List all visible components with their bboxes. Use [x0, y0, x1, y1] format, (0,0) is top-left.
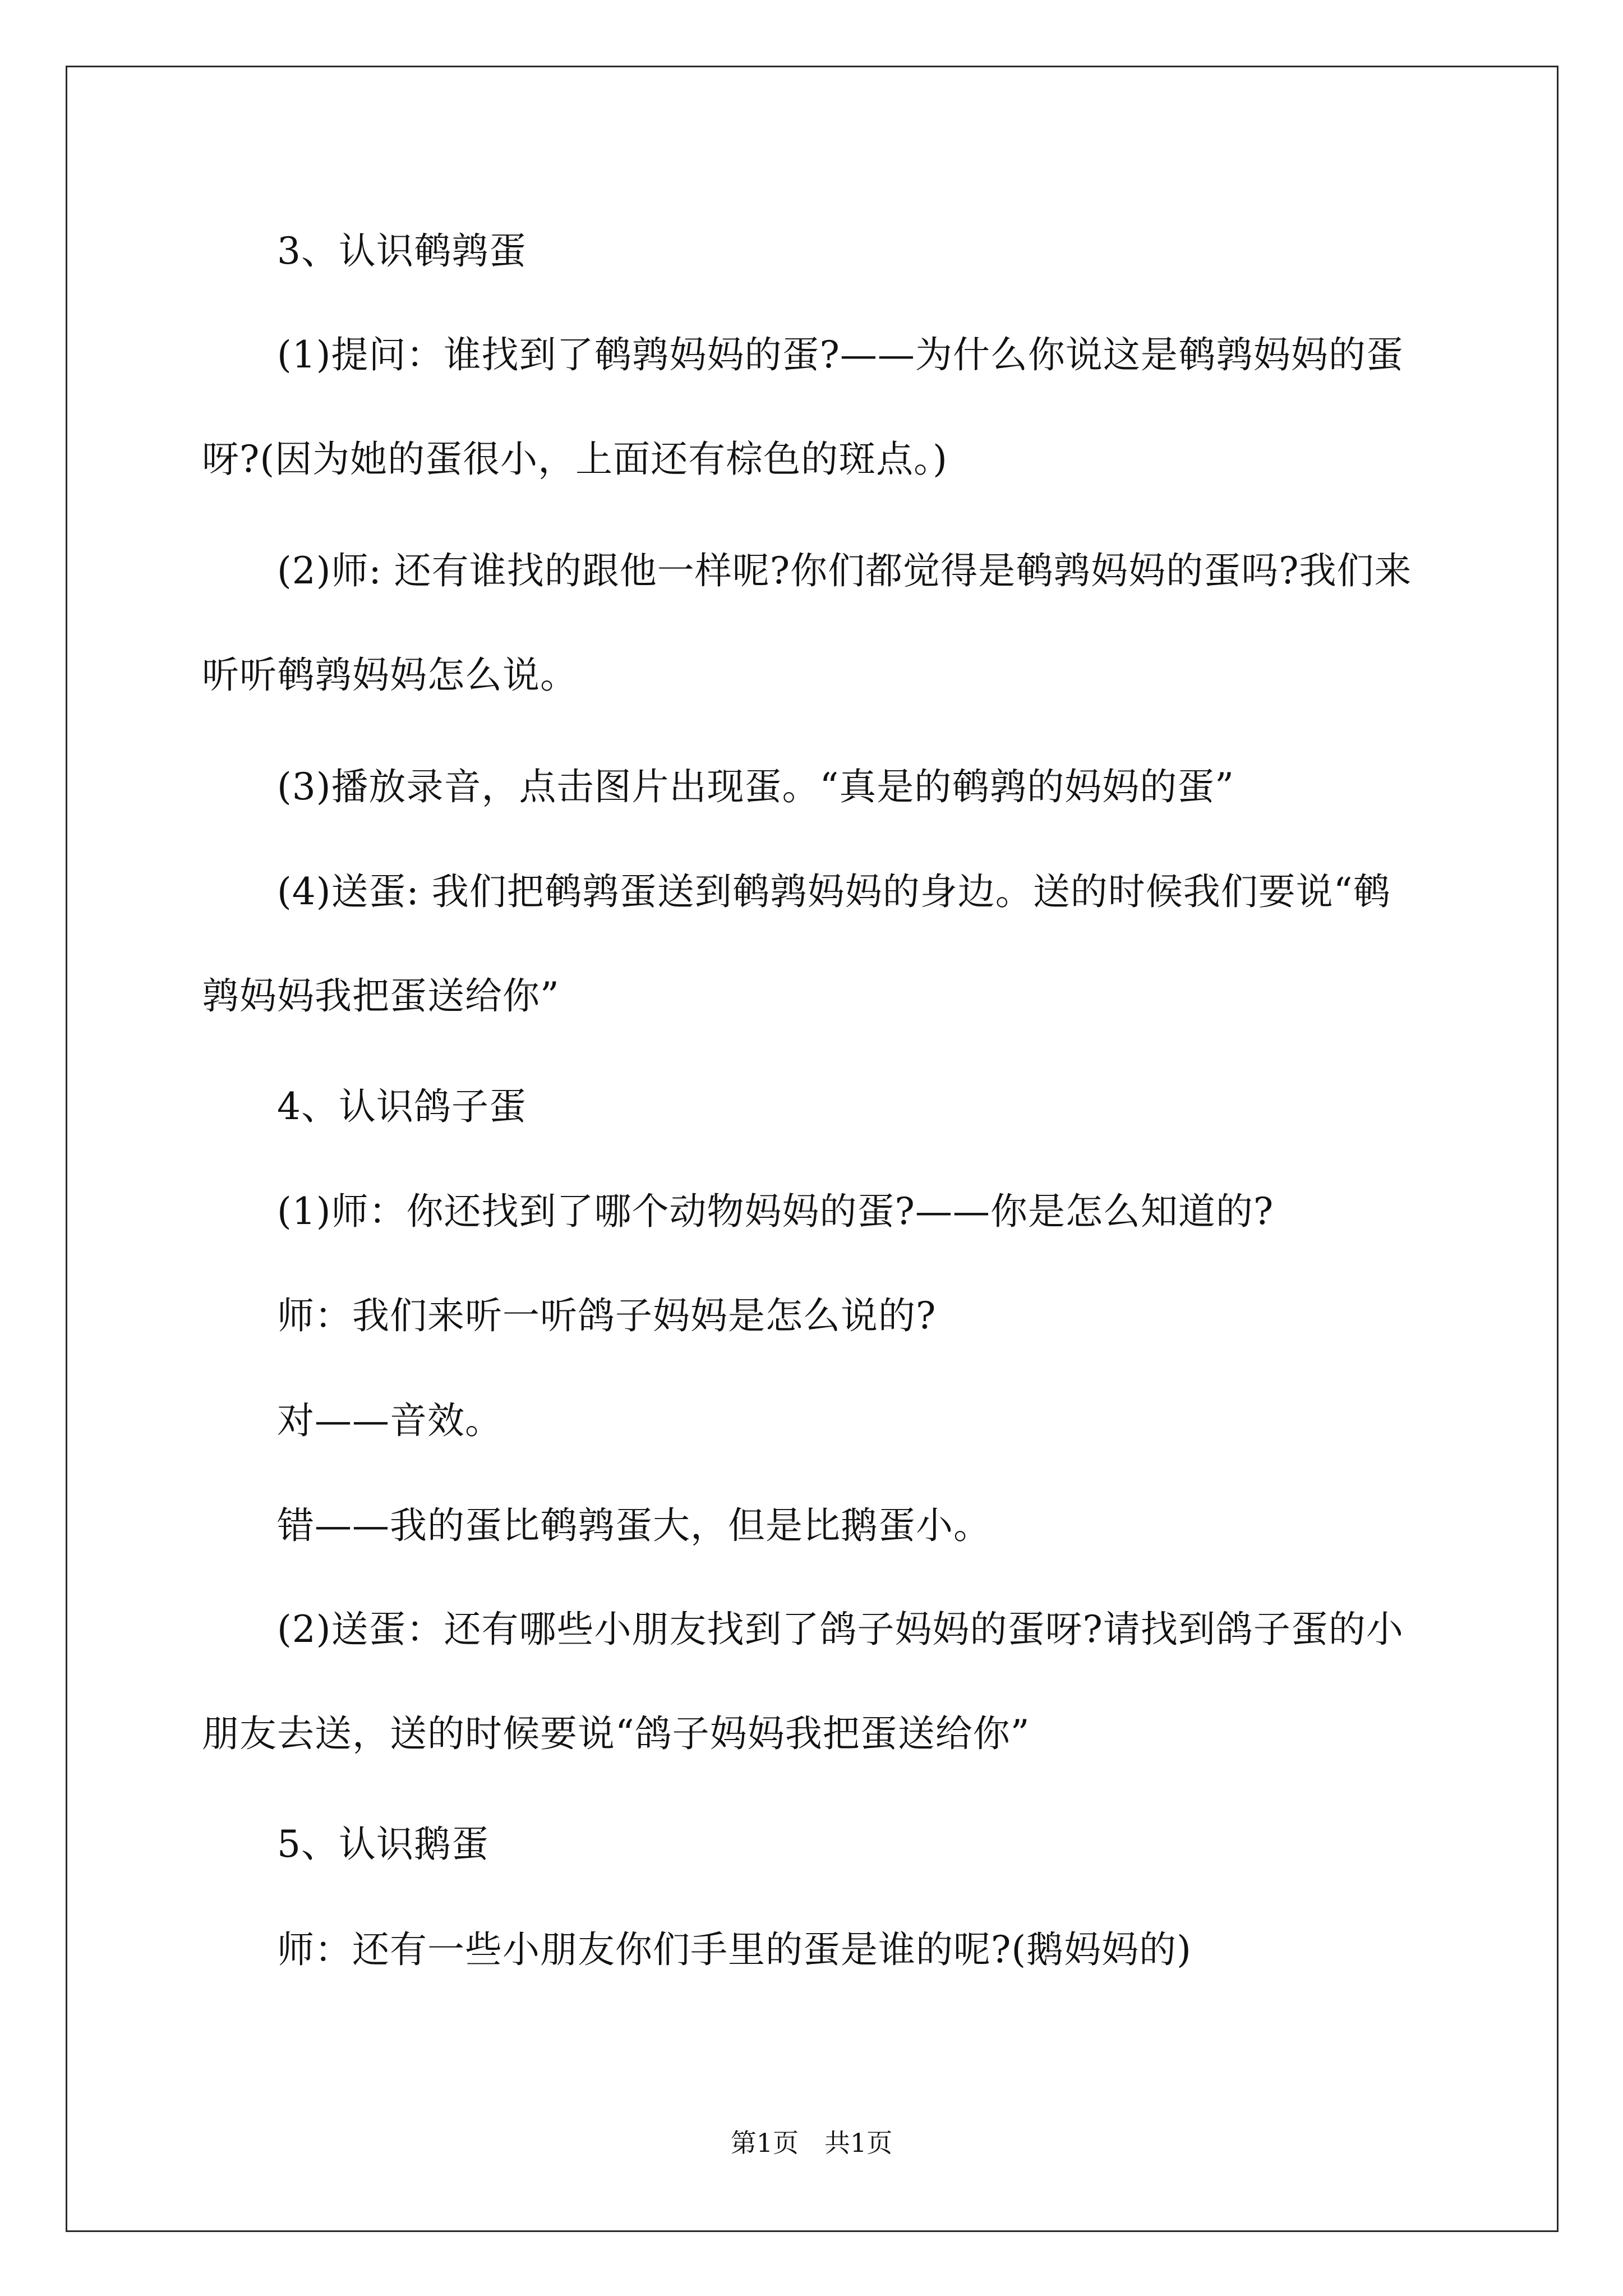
paragraph: (2)师: 还有谁找的跟他一样呢?你们都觉得是鹌鹑妈妈的蛋吗?我们来听听鹌鹑妈妈怎么说。 [202, 549, 1412, 697]
section-heading: 3、认识鹌鹑蛋 [277, 229, 527, 273]
section-heading: 4、认识鸽子蛋 [277, 1085, 527, 1128]
paragraph: (4)送蛋: 我们把鹌鹑蛋送到鹌鹑妈妈的身边。送的时候我们要说“鹌鹑妈妈我把蛋送给你” [202, 870, 1391, 1018]
page-number: 第1页 共1页 [730, 2128, 893, 2158]
section-heading: 5、认识鹅蛋 [277, 1823, 489, 1866]
paragraph: 师：我们来听一听鸽子妈妈是怎么说的? [277, 1294, 937, 1337]
paragraph: (2)送蛋：还有哪些小朋友找到了鸽子妈妈的蛋呀?请找到鸽子蛋的小朋友去送，送的时候要说“鸽子妈妈我把蛋送给你” [202, 1608, 1404, 1755]
paragraph: 对——音效。 [277, 1399, 502, 1442]
paragraph: (1)提问：谁找到了鹌鹑妈妈的蛋?——为什么你说这是鹌鹑妈妈的蛋呀?(因为她的蛋很小，上面还有棕色的斑点。) [202, 333, 1404, 481]
paragraph: 师：还有一些小朋友你们手里的蛋是谁的呢?(鹅妈妈的) [277, 1928, 1192, 1971]
paragraph: (1)师：你还找到了哪个动物妈妈的蛋?——你是怎么知道的? [277, 1190, 1274, 1233]
paragraph: 错——我的蛋比鹌鹑蛋大，但是比鹅蛋小。 [277, 1504, 991, 1547]
paragraph: (3)播放录音，点击图片出现蛋。“真是的鹌鹑的妈妈的蛋” [277, 765, 1234, 808]
